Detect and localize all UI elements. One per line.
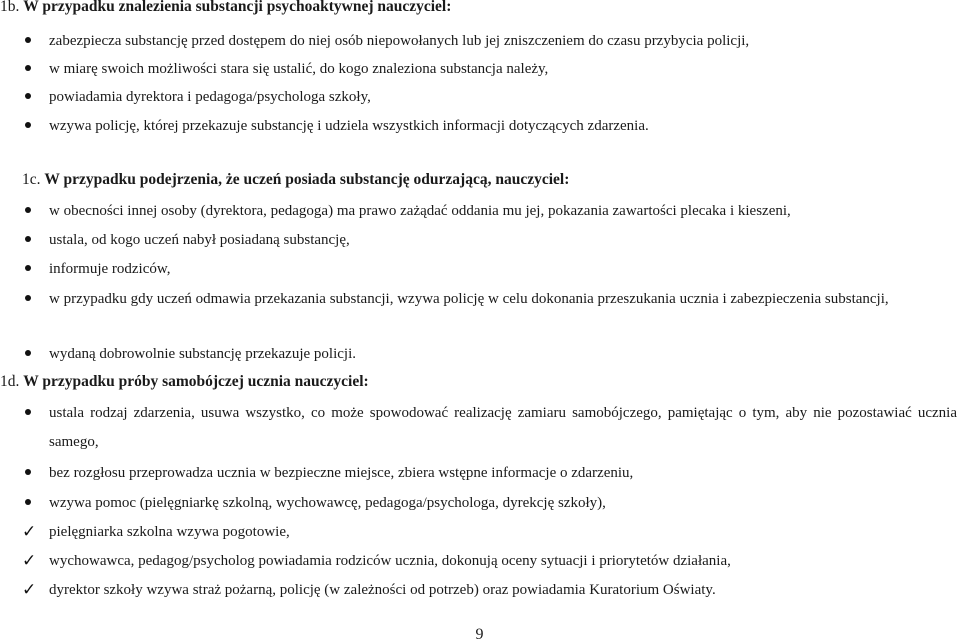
checkmark-icon: ✓ [22, 522, 37, 542]
section-1d-title: W przypadku próby samobójczej ucznia nauczyciel: [23, 373, 369, 390]
bullet-icon [25, 350, 31, 356]
list-item-text: informuje rodziców, [49, 261, 171, 277]
list-item-text: w obecności innej osoby (dyrektora, pedagoga) ma prawo zażądać oddania mu jej, pokazania zawartości plecaka i kieszeni, [49, 203, 791, 219]
bullet-icon [25, 122, 31, 128]
section-1d-number: 1d. [0, 373, 20, 390]
bullet-icon [25, 265, 31, 271]
list-item-text: w miarę swoich możliwości stara się ustalić, do kogo znaleziona substancja należy, [49, 61, 549, 77]
bullet-icon [25, 409, 31, 415]
bullet-icon [25, 499, 31, 505]
section-1b-title: W przypadku znalezienia substancji psychoaktywnej nauczyciel: [23, 0, 452, 15]
page-number: 9 [475, 626, 484, 643]
list-item-text: ustala, od kogo uczeń nabył posiadaną substancję, [49, 232, 350, 248]
section-1c-title: W przypadku podejrzenia, że uczeń posiada substancję odurzającą, nauczyciel: [44, 171, 570, 188]
list-item-text: ustala rodzaj zdarzenia, usuwa wszystko, co może spowodować realizację zamiaru samobójczego, pamiętając o tym, aby nie pozostawiać ucznia samego, [49, 405, 957, 450]
section-1d-heading [0, 373, 369, 391]
list-item-text: wychowawca, pedagog/psycholog powiadamia rodziców ucznia, dokonują oceny sytuacji i priorytetów działania, [49, 553, 731, 569]
list-item-text: wzywa policję, której przekazuje substancję i udziela wszystkich informacji dotyczących zdarzenia. [49, 118, 649, 134]
checkmark-icon: ✓ [22, 551, 37, 571]
section-1c-heading [22, 171, 569, 189]
bullet-icon [25, 65, 31, 71]
bullet-icon [25, 236, 31, 242]
bullet-icon [25, 93, 31, 99]
section-1c-number: 1c. [22, 171, 41, 188]
list-item-text: powiadamia dyrektora i pedagoga/psychologa szkoły, [49, 89, 371, 105]
list-item-text: dyrektor szkoły wzywa straż pożarną, policję (w zależności od potrzeb) oraz powiadamia Kuratorium Oświaty. [49, 582, 716, 598]
section-1b-number: 1b. [0, 0, 20, 15]
bullet-icon [25, 37, 31, 43]
list-item-text: wydaną dobrowolnie substancję przekazuje policji. [49, 346, 356, 362]
checkmark-icon: ✓ [22, 580, 37, 600]
bullet-icon [25, 207, 31, 213]
list-item-text: wzywa pomoc (pielęgniarkę szkolną, wychowawcę, pedagoga/psychologa, dyrekcję szkoły), [49, 495, 606, 511]
section-1b-heading [0, 0, 451, 16]
list-item-text: w przypadku gdy uczeń odmawia przekazania substancji, wzywa policję w celu dokonania przeszukania ucznia i zabezpieczenia substancji, [49, 291, 889, 307]
bullet-icon [25, 295, 31, 301]
bullet-icon [25, 469, 31, 475]
list-item-text: pielęgniarka szkolna wzywa pogotowie, [49, 524, 290, 540]
list-item-text: zabezpiecza substancję przed dostępem do niej osób niepowołanych lub jej zniszczeniem do czasu przybycia policji, [49, 33, 750, 49]
list-item-text: bez rozgłosu przeprowadza ucznia w bezpieczne miejsce, zbiera wstępne informacje o zdarzeniu, [49, 465, 634, 481]
